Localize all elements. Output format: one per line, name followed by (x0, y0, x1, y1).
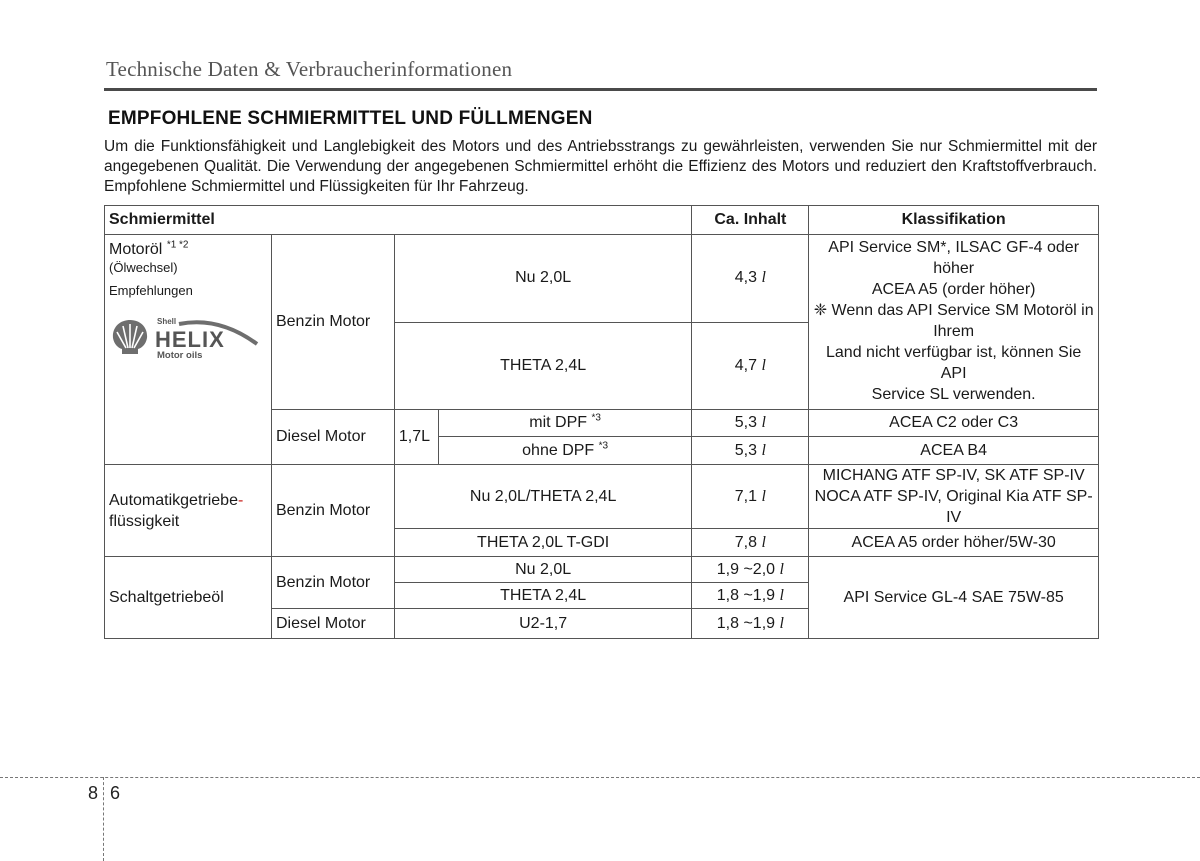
atf-capacity-1: 7,1 l (692, 465, 809, 529)
page-chapter-number: 8 (88, 783, 99, 803)
atf-benzin-label: Benzin Motor (271, 465, 394, 557)
header-rule (104, 88, 1097, 91)
atf-engine-1: Nu 2,0L/THETA 2,4L (394, 465, 692, 529)
engine-oil-benzin-label: Benzin Motor (271, 235, 394, 410)
header-capacity: Ca. Inhalt (692, 206, 809, 235)
manual-classification: API Service GL-4 SAE 75W-85 (809, 557, 1099, 639)
engine-oil-diesel-classification-1: ACEA C2 oder C3 (809, 410, 1099, 437)
atf-capacity-2: 7,8 l (692, 529, 809, 557)
atf-label-2: flüssigkeit (109, 512, 180, 530)
manual-benzin-label: Benzin Motor (271, 557, 394, 609)
engine-oil-diesel-engine: 1,7L (394, 410, 438, 465)
engine-oil-benzin-engine-1: Nu 2,0L (394, 235, 692, 323)
intro-paragraph: Um die Funktionsfähigkeit und Langlebigkeit des Motors und des Antriebsstrangs zu gewährleisten, verwenden Sie nur Schmiermittel mit der angegebenen Qualität. Die Verwendung der angegebenen Schmiermittel erhöht die Effizienz des Motors und reduziert den Kraftstoffverbrauch. Empfohlene Schmiermittel und Flüssigkeiten für Ihr Fahrzeug. (104, 138, 1097, 195)
table-row (105, 465, 1099, 529)
atf-label: Automatikgetriebe (109, 491, 238, 509)
engine-oil-footnote: *1 *2 (166, 239, 189, 251)
footer-dashed-divider (103, 777, 104, 861)
manual-engine-2: THETA 2,4L (394, 583, 692, 609)
table-header-row (105, 206, 1099, 235)
atf-engine-2: THETA 2,0L T-GDI (394, 529, 692, 557)
header-lubricant: Schmiermittel (105, 206, 692, 235)
engine-oil-benzin-capacity-2: 4,7 l (692, 322, 809, 410)
shell-helix-logo (109, 314, 259, 360)
section-title: EMPFOHLENE SCHMIERMITTEL UND FÜLLMENGEN (108, 108, 593, 129)
atf-label-cell (105, 465, 272, 557)
footer-dashed-rule (0, 777, 1200, 778)
manual-capacity-2: 1,8 ~1,9 l (692, 583, 809, 609)
engine-oil-benzin-classification: API Service SM*, ILSAC GF-4 oder höher ACEA A5 (order höher) ❈ Wenn das API Service SM Motoröl in Ihrem Land nicht verfügbar ist, können Sie API Service SL verwenden. (809, 235, 1099, 410)
engine-oil-benzin-engine-2: THETA 2,4L (394, 322, 692, 410)
atf-classification-2: ACEA A5 order höher/5W-30 (809, 529, 1099, 557)
engine-oil-cell (105, 235, 272, 465)
engine-oil-diesel-variant-1: mit DPF $^{*3}$ (438, 410, 692, 437)
lubricant-table (104, 205, 1099, 639)
table-row (105, 557, 1099, 583)
engine-oil-diesel-variant-2: ohne DPF $^{*3}$ (438, 437, 692, 465)
table-row (105, 235, 1099, 323)
engine-oil-diesel-classification-2: ACEA B4 (809, 437, 1099, 465)
engine-oil-diesel-capacity-2: 5,3 l (692, 437, 809, 465)
engine-oil-label: Motoröl (109, 241, 163, 258)
logo-name-text: HELIX (155, 327, 225, 352)
logo-sub-text: Motor oils (157, 350, 203, 360)
manual-diesel-label: Diesel Motor (271, 609, 394, 639)
logo-brand-text: Shell (157, 317, 177, 326)
engine-oil-diesel-label: Diesel Motor (271, 410, 394, 465)
manual-engine-1: Nu 2,0L (394, 557, 692, 583)
page-header-title: Technische Daten & Verbraucherinformationen (106, 57, 513, 81)
engine-oil-note-change: (Ölwechsel) (109, 260, 178, 275)
atf-hyphen: - (237, 491, 244, 509)
engine-oil-diesel-capacity-1: 5,3 l (692, 410, 809, 437)
manual-capacity-1: 1,9 ~2,0 l (692, 557, 809, 583)
engine-oil-note-recommend: Empfehlungen (109, 283, 193, 298)
manual-label: Schaltgetriebeöl (105, 557, 272, 639)
manual-capacity-3: 1,8 ~1,9 l (692, 609, 809, 639)
page-number: 6 (110, 783, 121, 803)
engine-oil-benzin-capacity-1: 4,3 l (692, 235, 809, 323)
manual-engine-3: U2-1,7 (394, 609, 692, 639)
atf-classification-1: MICHANG ATF SP-IV, SK ATF SP-IV NOCA ATF SP-IV, Original Kia ATF SP-IV (809, 465, 1099, 529)
header-classification: Klassifikation (809, 206, 1099, 235)
